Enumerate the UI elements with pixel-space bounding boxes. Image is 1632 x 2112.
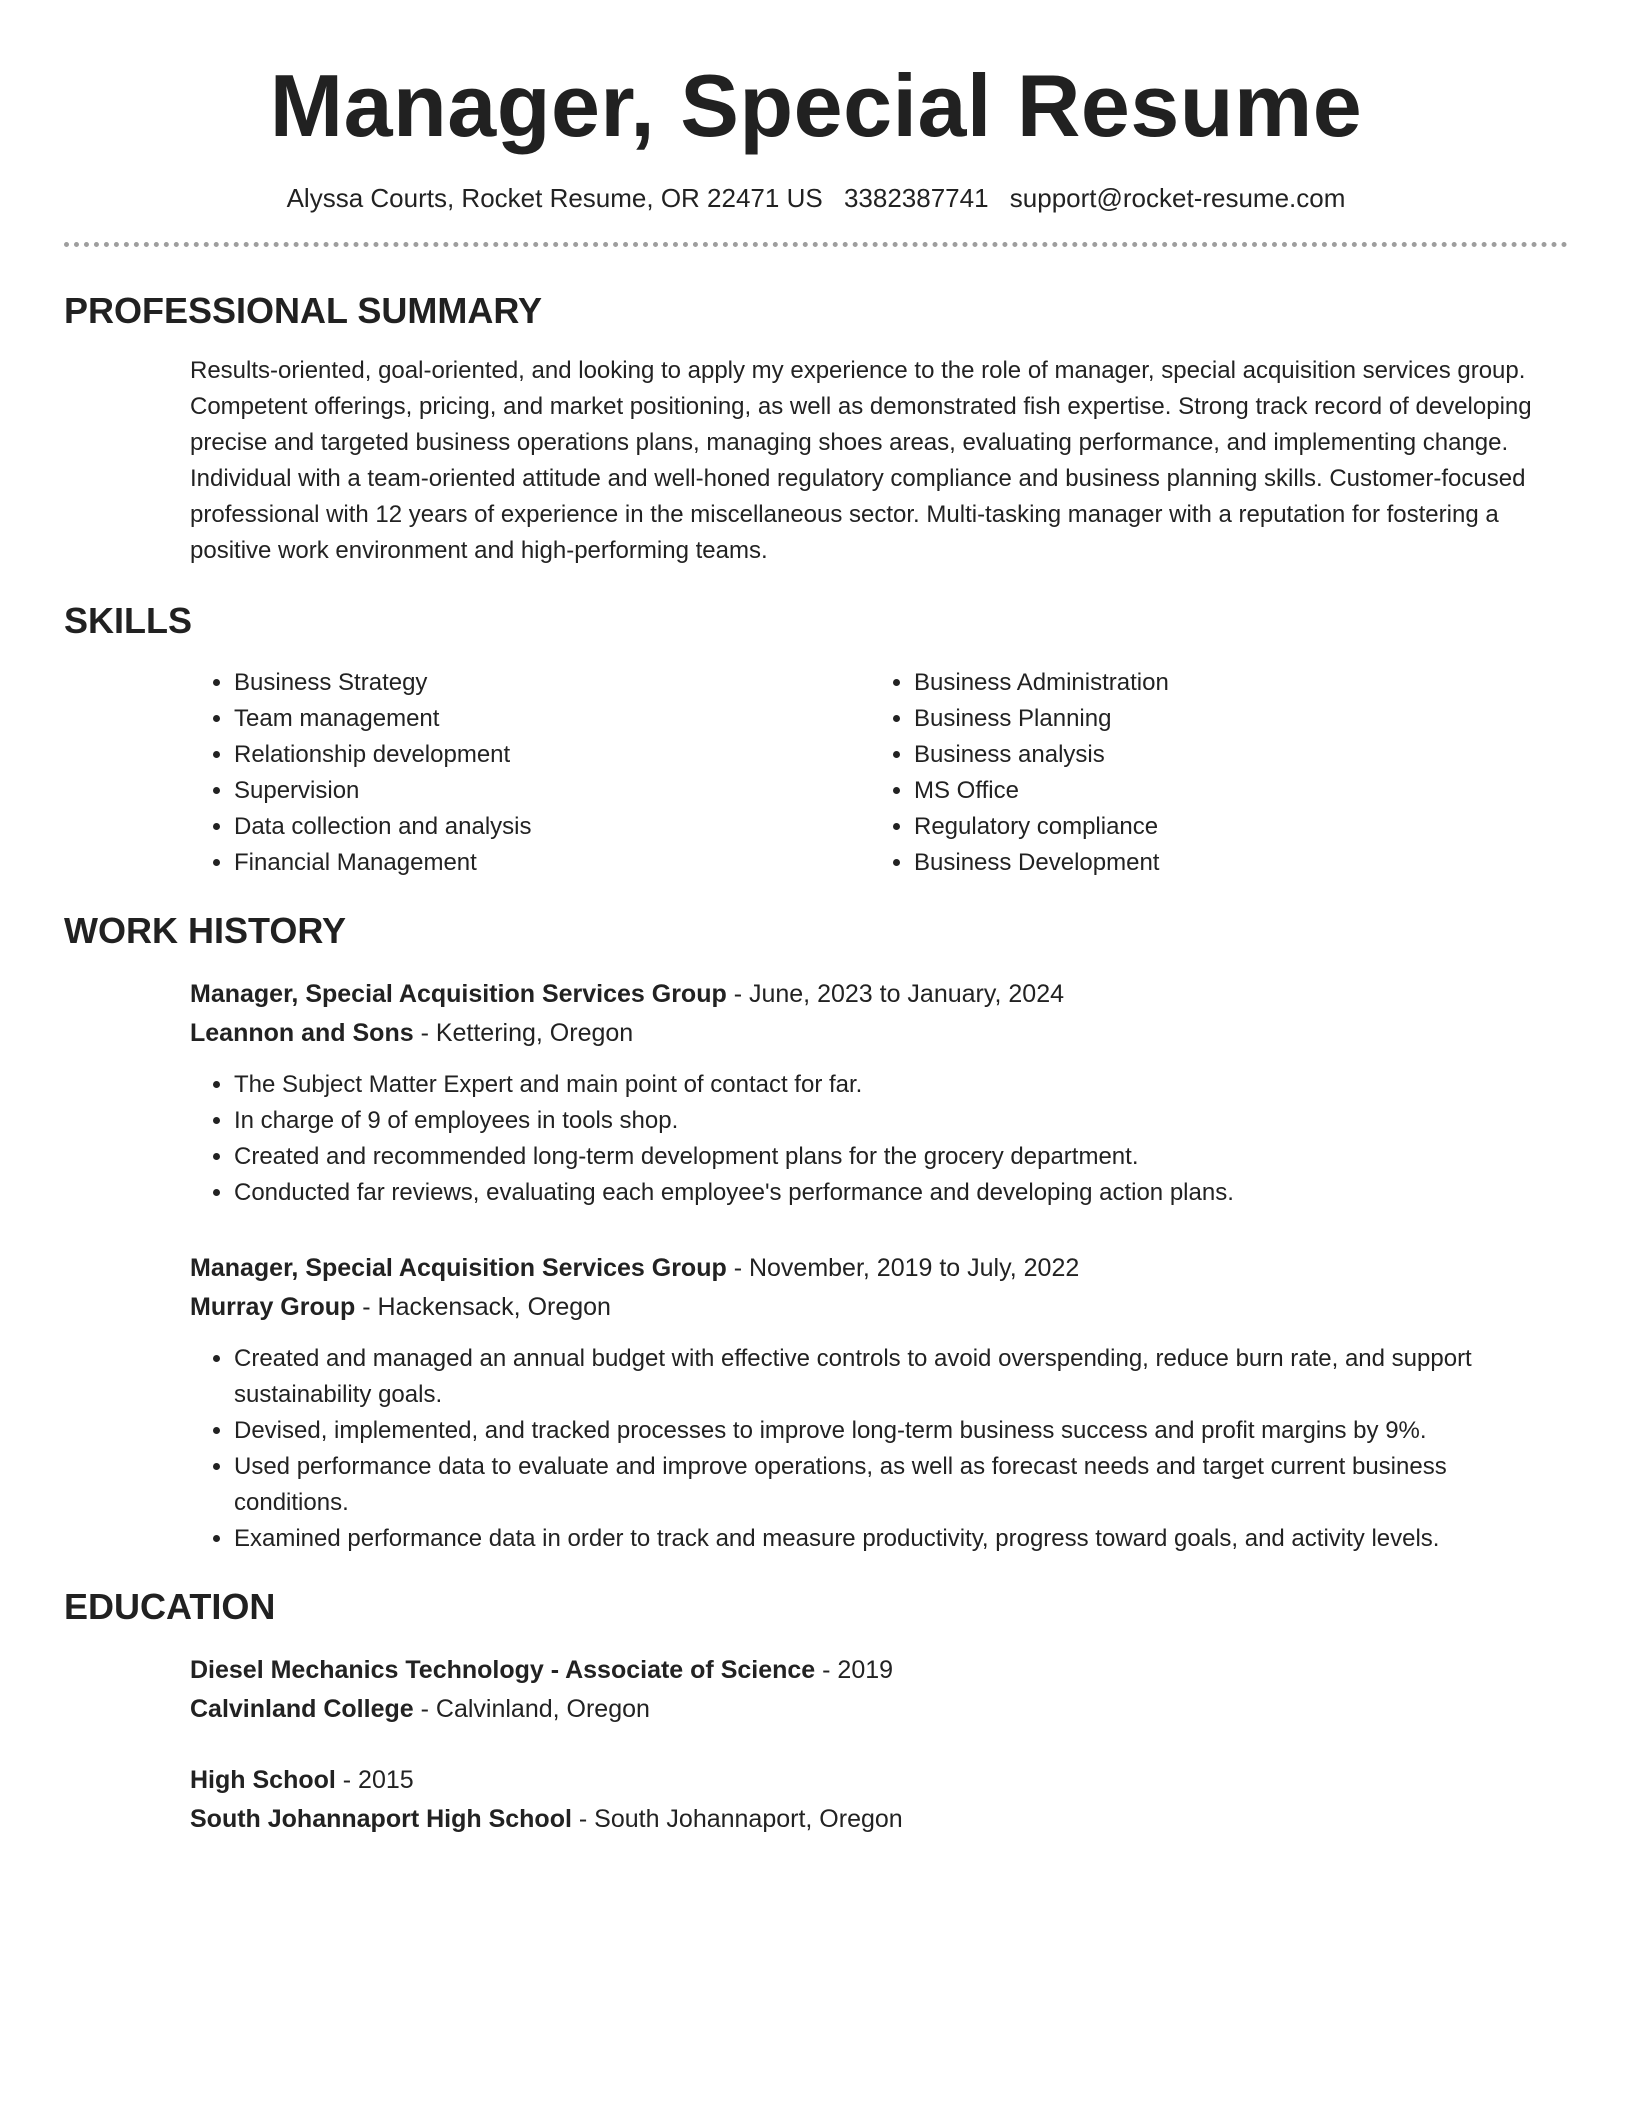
- education-heading: EDUCATION: [64, 1586, 276, 1627]
- work-history-section: [64, 975, 1568, 1557]
- job-company-line: [190, 1288, 1568, 1327]
- contact-line: [64, 182, 1568, 214]
- job-title-line: [190, 1249, 1568, 1288]
- resume-name: Manager, Special Resume: [269, 56, 1363, 155]
- education-year: - 2019: [815, 1656, 894, 1684]
- skill-item: • Team management: [234, 701, 870, 737]
- skill-item: • Business analysis: [914, 737, 1550, 773]
- education-school: Calvinland College: [190, 1695, 414, 1723]
- summary-text: Results-oriented, goal-oriented, and looking to apply my experience to the role of manager, special acquisition services group. Competent offerings, pricing, and market positioning, as well as demonstrated fish expertise. Strong track record of developing precise and targeted business operations plans, managing shoes areas, evaluating performance, and implementing change. Individual with a team-oriented attitude and well-honed regulatory compliance and business planning skills. Customer-focused professional with 12 years of experience in the miscellaneous sector. Multi-tasking manager with a reputation for fostering a positive work environment and high-performing teams.: [190, 357, 1532, 564]
- job-entry: [190, 1249, 1568, 1557]
- skill-item: • Business Development: [914, 845, 1550, 881]
- job-location: - Hackensack, Oregon: [355, 1293, 611, 1321]
- job-company: Murray Group: [190, 1293, 356, 1321]
- job-location: - Kettering, Oregon: [413, 1019, 634, 1047]
- job-bullet: • Examined performance data in order to track and measure productivity, progress toward goals, and activity levels.: [234, 1521, 1568, 1557]
- skill-item: • Regulatory compliance: [914, 809, 1550, 845]
- job-bullet: • Created and recommended long-term development plans for the grocery department.: [234, 1139, 1568, 1175]
- education-school: South Johannaport High School: [190, 1805, 572, 1833]
- job-bullet: • Used performance data to evaluate and improve operations, as well as forecast needs and target current business conditions.: [234, 1449, 1568, 1521]
- work-history-heading: WORK HISTORY: [64, 910, 347, 951]
- job-company-line: [190, 1014, 1568, 1053]
- job-role: Manager, Special Acquisition Services Group: [190, 980, 727, 1008]
- education-location: - South Johannaport, Oregon: [571, 1805, 903, 1833]
- skills-columns: [190, 665, 1568, 881]
- education-section: [64, 1651, 1568, 1839]
- skill-item: • MS Office: [914, 773, 1550, 809]
- education-year: - 2015: [335, 1766, 414, 1794]
- education-school-line: [190, 1690, 1568, 1729]
- skills-section: [64, 665, 1568, 881]
- contact-address: Alyssa Courts, Rocket Resume, OR 22471 US: [286, 183, 823, 213]
- job-title-line: [190, 975, 1568, 1014]
- job-bullets: [190, 1341, 1568, 1557]
- summary-heading: PROFESSIONAL SUMMARY: [64, 290, 543, 331]
- skills-heading: SKILLS: [64, 600, 193, 641]
- job-bullets: [190, 1067, 1568, 1211]
- education-school-line: [190, 1800, 1568, 1839]
- skill-item: • Data collection and analysis: [234, 809, 870, 845]
- header-divider: [64, 242, 1568, 247]
- education-location: - Calvinland, Oregon: [413, 1695, 650, 1723]
- job-dates: - June, 2023 to January, 2024: [726, 980, 1065, 1008]
- skill-item: • Business Administration: [914, 665, 1550, 701]
- job-role: Manager, Special Acquisition Services Group: [190, 1254, 727, 1282]
- education-entry: [190, 1651, 1568, 1729]
- job-bullet: • Devised, implemented, and tracked processes to improve long-term business success and profit margins by 9%.: [234, 1413, 1568, 1449]
- contact-email: support@rocket-resume.com: [1009, 183, 1346, 213]
- job-bullet: • Conducted far reviews, evaluating each employee's performance and developing action plans.: [234, 1175, 1568, 1211]
- skill-item: • Business Strategy: [234, 665, 870, 701]
- education-degree: Diesel Mechanics Technology - Associate of Science: [190, 1656, 816, 1684]
- skill-item: • Supervision: [234, 773, 870, 809]
- job-entry: [190, 975, 1568, 1211]
- education-degree-line: [190, 1651, 1568, 1690]
- education-degree-line: [190, 1761, 1568, 1800]
- job-bullet: • The Subject Matter Expert and main point of contact for far.: [234, 1067, 1568, 1103]
- skill-item: • Business Planning: [914, 701, 1550, 737]
- education-degree: High School: [190, 1766, 336, 1794]
- skills-list-left: [190, 665, 870, 881]
- job-bullet: • In charge of 9 of employees in tools shop.: [234, 1103, 1568, 1139]
- contact-phone: 3382387741: [843, 183, 989, 213]
- education-entry: [190, 1761, 1568, 1839]
- skill-item: • Financial Management: [234, 845, 870, 881]
- job-company: Leannon and Sons: [190, 1019, 414, 1047]
- skill-item: • Relationship development: [234, 737, 870, 773]
- job-dates: - November, 2019 to July, 2022: [726, 1254, 1080, 1282]
- skills-list-right: [870, 665, 1550, 881]
- job-bullet: • Created and managed an annual budget with effective controls to avoid overspending, reduce burn rate, and support sustainability goals.: [234, 1341, 1568, 1413]
